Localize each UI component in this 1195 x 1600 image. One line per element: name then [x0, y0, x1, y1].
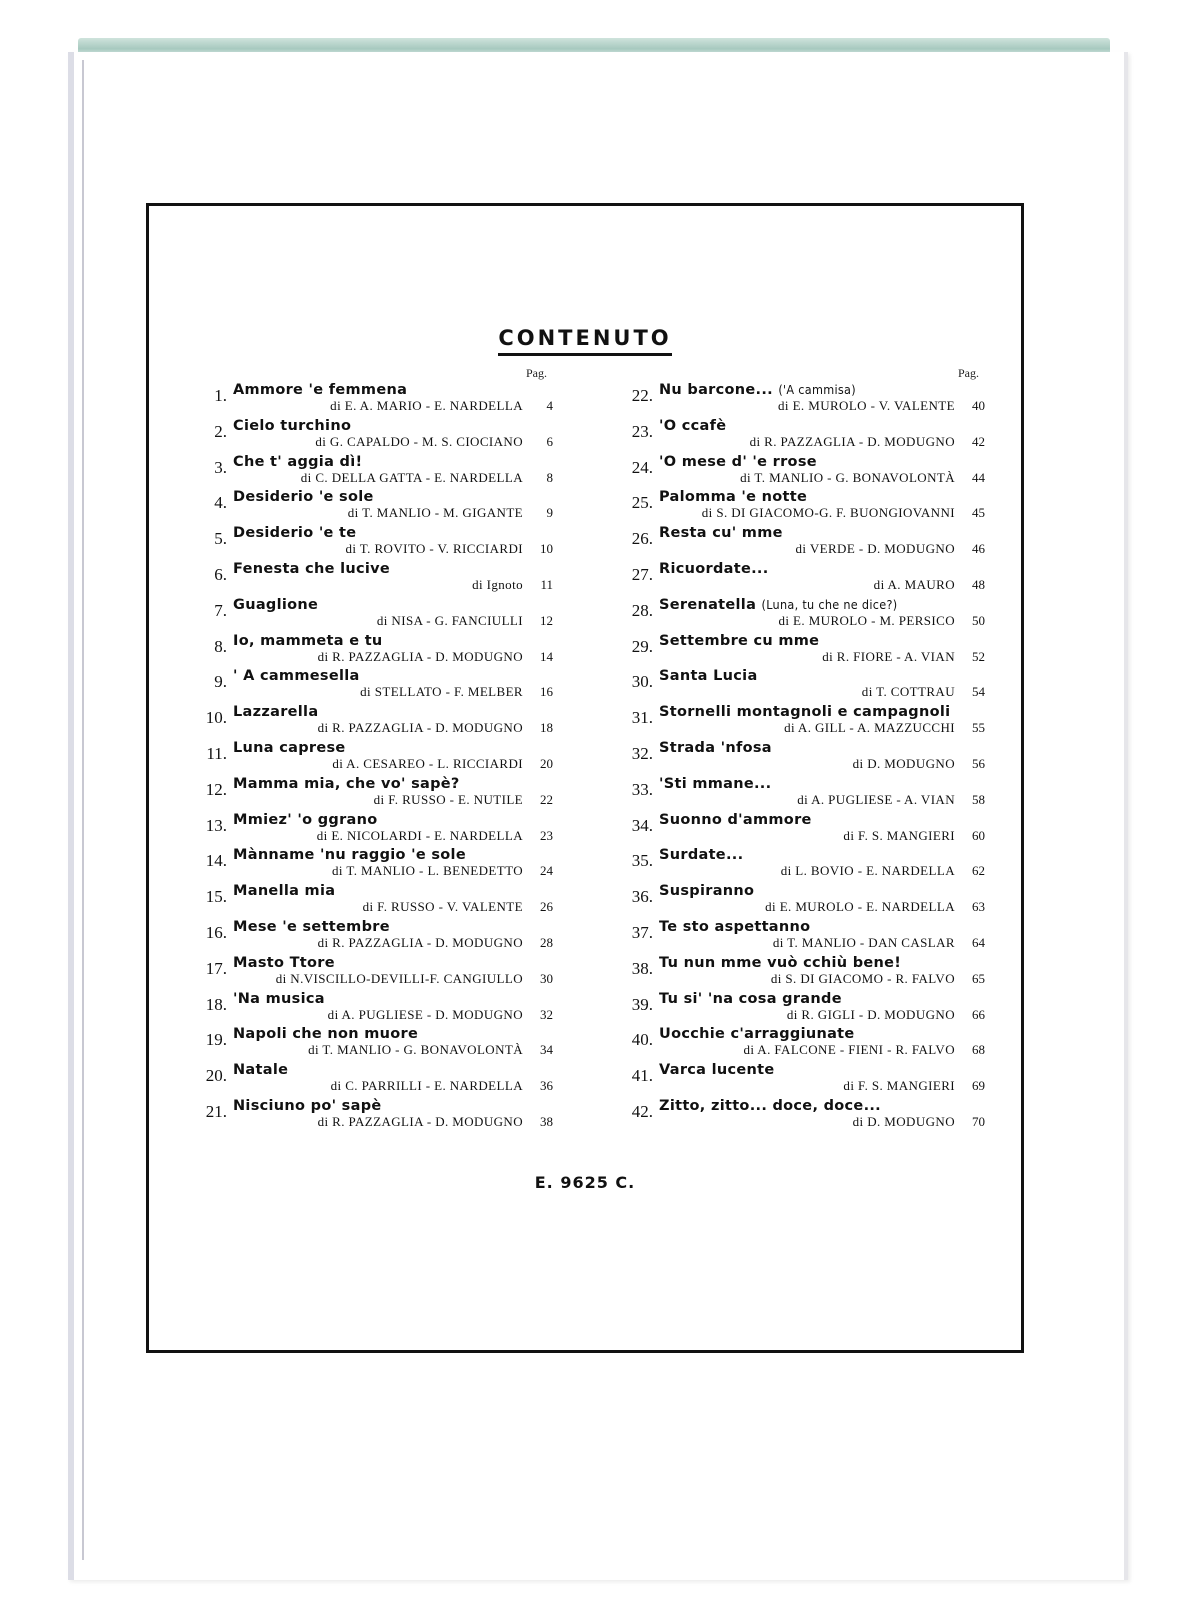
song-title-text: Mmiez' 'o ggrano	[233, 811, 378, 828]
song-authors: di STELLATO - F. MELBER	[360, 684, 523, 700]
song-title	[659, 454, 817, 470]
entry-number: 16.	[205, 922, 227, 942]
song-title	[233, 704, 318, 720]
page-number: 40	[972, 398, 985, 413]
page-number: 65	[972, 970, 985, 986]
song-authors: di A. FALCONE - FIENI - R. FALVO	[743, 1042, 955, 1058]
song-title	[233, 776, 460, 792]
song-title	[233, 454, 362, 470]
toc-entry	[619, 1062, 985, 1098]
song-title	[659, 847, 743, 863]
song-title-text: Tu nun mme vuò cchiù bene!	[659, 954, 902, 971]
song-title-text: Guaglione	[233, 596, 319, 613]
page-number: 54	[972, 684, 985, 700]
song-title-text: Cielo turchino	[233, 417, 352, 434]
song-title-text: Desiderio 'e sole	[233, 489, 374, 506]
toc-entry	[619, 740, 985, 776]
toc-entry	[193, 812, 553, 848]
toc-entry	[193, 955, 553, 991]
toc-entry	[619, 847, 985, 883]
song-title	[659, 489, 807, 505]
page-number: 68	[972, 1042, 985, 1058]
song-title-text: Varca lucente	[659, 1062, 775, 1079]
entry-number: 8.	[214, 636, 227, 656]
song-authors: di S. DI GIACOMO-G. F. BUONGIOVANNI	[701, 505, 955, 521]
song-title-text: Stornelli montagnoli e campagnoli	[659, 704, 951, 721]
entry-number: 4.	[214, 493, 227, 513]
page-number: 36	[540, 1078, 553, 1094]
entry-number: 7.	[214, 600, 227, 620]
song-title-text: Natale	[233, 1062, 289, 1079]
song-title	[659, 668, 758, 684]
toc-entry	[193, 1098, 553, 1134]
page-number: 70	[972, 1113, 985, 1129]
song-authors: di T. MANLIO - G. BONAVOLONTÀ	[740, 469, 955, 485]
page-number: 56	[972, 755, 985, 771]
song-title-text: ' A cammesella	[233, 668, 360, 685]
toc-entry	[619, 883, 985, 919]
song-title-text: Uocchie c'arraggiunate	[659, 1026, 855, 1043]
song-authors: di F. S. MANGIERI	[843, 1078, 955, 1094]
entry-number: 9.	[214, 672, 227, 692]
page-number: 62	[972, 863, 985, 879]
page-number: 66	[972, 1006, 985, 1022]
contents-frame	[146, 203, 1024, 1353]
page-number: 28	[540, 934, 553, 950]
song-authors: di NISA - G. FANCIULLI	[376, 612, 523, 628]
song-title	[233, 489, 374, 505]
contents-column-left	[193, 366, 553, 1134]
toc-entry	[193, 561, 553, 597]
song-title-text: Zitto, zitto... doce, doce...	[659, 1097, 881, 1114]
entry-number: 25.	[631, 493, 653, 513]
page-number: 9	[546, 505, 553, 521]
song-authors: di E. MUROLO - V. VALENTE	[778, 398, 955, 413]
page-number: 23	[540, 827, 553, 843]
song-title-text: Tu si' 'na cosa grande	[659, 990, 842, 1007]
page-fold-shadow	[82, 60, 84, 1560]
entry-number: 19.	[205, 1030, 227, 1050]
page-number: 38	[540, 1113, 553, 1129]
catalog-code: E. 9625 C.	[534, 1173, 636, 1192]
song-authors: di R. PAZZAGLIA - D. MODUGNO	[317, 934, 523, 950]
song-authors: di G. CAPALDO - M. S. CIOCIANO	[315, 433, 523, 449]
toc-entry	[193, 597, 553, 633]
toc-entry	[619, 489, 985, 525]
song-title	[233, 1026, 418, 1042]
song-title-text: Napoli che non muore	[233, 1026, 419, 1043]
entry-number: 31.	[631, 708, 653, 728]
entry-number: 34.	[631, 815, 653, 835]
toc-entry	[619, 382, 985, 418]
entry-number: 5.	[214, 529, 227, 549]
song-title-text: Nu barcone...	[659, 382, 773, 398]
song-authors: di A. GILL - A. MAZZUCCHI	[784, 720, 955, 736]
entry-number: 18.	[205, 994, 227, 1014]
toc-entry	[193, 382, 553, 418]
page-number: 45	[972, 505, 985, 521]
toc-entry	[619, 668, 985, 704]
toc-entry	[193, 454, 553, 490]
song-title-text: Lazzarella	[233, 704, 319, 721]
song-authors: di T. MANLIO - G. BONAVOLONTÀ	[308, 1042, 523, 1058]
song-title-text: Nisciuno po' sapè	[233, 1097, 382, 1114]
page-number: 24	[540, 863, 553, 879]
page-number: 52	[972, 648, 985, 664]
song-authors: di R. PAZZAGLIA - D. MODUGNO	[317, 720, 523, 736]
song-title-text: Ammore 'e femmena	[233, 382, 408, 398]
entry-number: 13.	[205, 815, 227, 835]
page-number: 8	[546, 469, 553, 485]
song-authors: di A. MAURO	[873, 576, 955, 592]
entry-number: 28.	[631, 600, 653, 620]
song-authors: di R. FIORE - A. VIAN	[822, 648, 955, 664]
song-authors: di D. MODUGNO	[852, 1113, 955, 1129]
entry-number: 30.	[631, 672, 653, 692]
entry-number: 35.	[631, 851, 653, 871]
entry-number: 39.	[631, 994, 653, 1014]
page-number: 20	[540, 755, 553, 771]
song-authors: di T. MANLIO - L. BENEDETTO	[332, 863, 523, 879]
song-authors: di F. RUSSO - E. NUTILE	[373, 791, 523, 807]
song-authors: di E. MUROLO - E. NARDELLA	[765, 899, 955, 915]
entry-number: 29.	[631, 636, 653, 656]
entry-number: 11.	[206, 743, 227, 763]
song-title	[233, 561, 390, 577]
song-title-text: Settembre cu mme	[659, 632, 820, 649]
song-authors: di E. A. MARIO - E. NARDELLA	[330, 398, 523, 413]
song-title	[659, 883, 754, 899]
toc-entry	[193, 991, 553, 1027]
song-title	[659, 1062, 775, 1078]
song-title-text: Suonno d'ammore	[659, 811, 812, 828]
song-title-text: Surdate...	[659, 847, 744, 864]
page-number: 42	[972, 433, 985, 449]
song-title-text: Palomma 'e notte	[659, 489, 808, 506]
song-title-text: Suspiranno	[659, 883, 755, 900]
song-title	[233, 847, 466, 863]
song-title	[233, 919, 390, 935]
page-title	[149, 326, 1021, 350]
entry-number: 21.	[205, 1101, 227, 1121]
song-title	[233, 633, 383, 649]
song-title	[659, 418, 726, 434]
song-title-text: Serenatella	[659, 596, 757, 613]
song-title	[659, 1026, 855, 1042]
song-authors: di A. PUGLIESE - D. MODUGNO	[327, 1006, 523, 1022]
entry-number: 3.	[214, 457, 227, 477]
song-subtitle: (Luna, tu che ne dice?)	[761, 596, 898, 612]
toc-entry	[193, 919, 553, 955]
song-authors: di R. GIGLI - D. MODUGNO	[786, 1006, 955, 1022]
page-number: 69	[972, 1078, 985, 1094]
song-title	[233, 525, 356, 541]
toc-entry	[619, 776, 985, 812]
song-authors: di R. PAZZAGLIA - D. MODUGNO	[749, 433, 955, 449]
toc-entry	[619, 561, 985, 597]
entry-number: 38.	[631, 958, 653, 978]
song-title-text: Mese 'e settembre	[233, 918, 390, 935]
song-title	[233, 883, 335, 899]
toc-entry	[619, 1026, 985, 1062]
song-authors: di VERDE - D. MODUGNO	[795, 541, 955, 557]
song-title	[659, 740, 772, 756]
page-number: 48	[972, 576, 985, 592]
page-number: 32	[540, 1006, 553, 1022]
song-title	[659, 776, 771, 792]
toc-entry	[619, 525, 985, 561]
entry-number: 15.	[205, 887, 227, 907]
song-title	[659, 597, 897, 613]
song-authors: di R. PAZZAGLIA - D. MODUGNO	[317, 648, 523, 664]
toc-entry	[193, 704, 553, 740]
entry-number: 37.	[631, 922, 653, 942]
song-subtitle: ('A cammisa)	[778, 382, 856, 397]
entry-number: 24.	[631, 457, 653, 477]
song-title-text: Ricuordate...	[659, 560, 769, 577]
toc-entry	[193, 633, 553, 669]
toc-entry	[193, 418, 553, 454]
pag-label: Pag.	[958, 366, 979, 380]
song-title	[659, 991, 842, 1007]
song-authors: di A. CESAREO - L. RICCIARDI	[332, 755, 523, 771]
page-number: 58	[972, 791, 985, 807]
toc-entry	[193, 847, 553, 883]
entry-number: 27.	[631, 564, 653, 584]
song-title-text: Luna caprese	[233, 739, 346, 756]
song-title	[233, 668, 360, 684]
song-title-text: Resta cu' mme	[659, 525, 783, 542]
entry-number: 2.	[214, 421, 227, 441]
song-title-text: Strada 'nfosa	[659, 739, 772, 756]
song-authors: di R. PAZZAGLIA - D. MODUGNO	[317, 1113, 523, 1129]
toc-entry	[193, 883, 553, 919]
song-title	[233, 991, 325, 1007]
toc-entry	[619, 597, 985, 633]
song-authors: di C. PARRILLI - E. NARDELLA	[330, 1078, 523, 1094]
page-number: 60	[972, 827, 985, 843]
page-number: 63	[972, 899, 985, 915]
song-title-text: Mamma mia, che vo' sapè?	[233, 775, 460, 792]
page-number: 30	[540, 970, 553, 986]
song-authors: di D. MODUGNO	[852, 755, 955, 771]
song-title	[233, 382, 407, 398]
heading-text: CONTENUTO	[498, 326, 671, 356]
song-title	[659, 1098, 881, 1114]
song-title-text: Masto Ttore	[233, 954, 335, 971]
page-number: 64	[972, 934, 985, 950]
song-title	[233, 740, 346, 756]
entry-number: 41.	[631, 1066, 653, 1086]
song-authors: di E. NICOLARDI - E. NARDELLA	[316, 827, 523, 843]
entry-number: 32.	[631, 743, 653, 763]
song-title	[659, 704, 950, 720]
entry-number: 10.	[205, 708, 227, 728]
song-title	[233, 597, 318, 613]
toc-entry	[619, 955, 985, 991]
song-title	[659, 561, 769, 577]
entry-number: 1.	[214, 386, 227, 405]
song-authors: di A. PUGLIESE - A. VIAN	[797, 791, 955, 807]
toc-entry	[619, 454, 985, 490]
pag-label: Pag.	[526, 366, 547, 380]
song-authors: di Ignoto	[472, 576, 523, 592]
song-authors: di T. ROVITO - V. RICCIARDI	[345, 541, 523, 557]
song-authors: di F. RUSSO - V. VALENTE	[362, 899, 523, 915]
page-number: 6	[546, 433, 553, 449]
toc-entry	[619, 704, 985, 740]
contents-column-right	[619, 366, 985, 1134]
song-authors: di T. MANLIO - DAN CASLAR	[772, 934, 955, 950]
song-title-text: Io, mammeta e tu	[233, 632, 383, 649]
entry-list	[619, 382, 985, 1134]
page-number: 4	[546, 398, 553, 413]
song-authors: di F. S. MANGIERI	[843, 827, 955, 843]
song-title	[659, 525, 783, 541]
toc-entry	[193, 1062, 553, 1098]
song-title	[233, 418, 351, 434]
song-title	[233, 812, 378, 828]
song-title-text: Manella mia	[233, 883, 336, 900]
song-authors: di N.VISCILLO-DEVILLI-F. CANGIULLO	[275, 970, 523, 986]
song-title-text: 'O mese d' 'e rrose	[659, 453, 817, 470]
entry-number: 23.	[631, 421, 653, 441]
toc-entry	[619, 812, 985, 848]
entry-number: 22.	[631, 386, 653, 405]
page-number: 22	[540, 791, 553, 807]
toc-entry	[619, 633, 985, 669]
page-number: 10	[540, 541, 553, 557]
song-title-text: 'Na musica	[233, 990, 325, 1007]
song-title	[233, 1098, 382, 1114]
song-authors: di S. DI GIACOMO - R. FALVO	[770, 970, 955, 986]
toc-entry	[619, 418, 985, 454]
song-authors: di L. BOVIO - E. NARDELLA	[780, 863, 955, 879]
entry-list	[193, 382, 553, 1134]
song-authors: di T. COTTRAU	[861, 684, 955, 700]
toc-entry	[193, 525, 553, 561]
entry-number: 20.	[205, 1066, 227, 1086]
song-authors: di T. MANLIO - M. GIGANTE	[347, 505, 523, 521]
entry-number: 36.	[631, 887, 653, 907]
song-title-text: Che t' aggia dì!	[233, 453, 363, 470]
toc-entry	[619, 919, 985, 955]
song-title-text: Mànname 'nu raggio 'e sole	[233, 847, 466, 864]
entry-number: 33.	[631, 779, 653, 799]
toc-entry	[619, 991, 985, 1027]
entry-number: 6.	[214, 564, 227, 584]
song-title	[659, 812, 812, 828]
song-title	[233, 955, 335, 971]
page-number: 46	[972, 541, 985, 557]
song-title	[659, 633, 819, 649]
page-number: 55	[972, 720, 985, 736]
page-number: 18	[540, 720, 553, 736]
entry-number: 14.	[205, 851, 227, 871]
page-number: 34	[540, 1042, 553, 1058]
entry-number: 40.	[631, 1030, 653, 1050]
song-title	[659, 919, 810, 935]
song-authors: di C. DELLA GATTA - E. NARDELLA	[300, 469, 523, 485]
entry-number: 12.	[205, 779, 227, 799]
song-title	[233, 1062, 288, 1078]
entry-number: 26.	[631, 529, 653, 549]
song-title	[659, 955, 901, 971]
toc-entry	[193, 1026, 553, 1062]
toc-entry	[193, 489, 553, 525]
toc-entry	[193, 740, 553, 776]
toc-entry	[193, 668, 553, 704]
toc-entry	[619, 1098, 985, 1134]
song-title-text: Fenesta che lucive	[233, 560, 391, 577]
page-number: 50	[972, 612, 985, 628]
song-title-text: Te sto aspettanno	[659, 918, 811, 935]
song-title-text: Santa Lucia	[659, 668, 758, 685]
song-title-text: Desiderio 'e te	[233, 525, 357, 542]
page-number: 26	[540, 899, 553, 915]
song-authors: di E. MUROLO - M. PERSICO	[778, 612, 955, 628]
page-number: 11	[540, 576, 553, 592]
song-title-text: 'O ccafè	[659, 417, 727, 434]
toc-entry	[193, 776, 553, 812]
entry-number: 42.	[631, 1101, 653, 1121]
page-number: 14	[540, 648, 553, 664]
page-number: 12	[540, 612, 553, 628]
page-number: 16	[540, 684, 553, 700]
song-title-text: 'Sti mmane...	[659, 775, 772, 792]
entry-number: 17.	[205, 958, 227, 978]
song-title	[659, 382, 856, 398]
page-number: 44	[972, 469, 985, 485]
